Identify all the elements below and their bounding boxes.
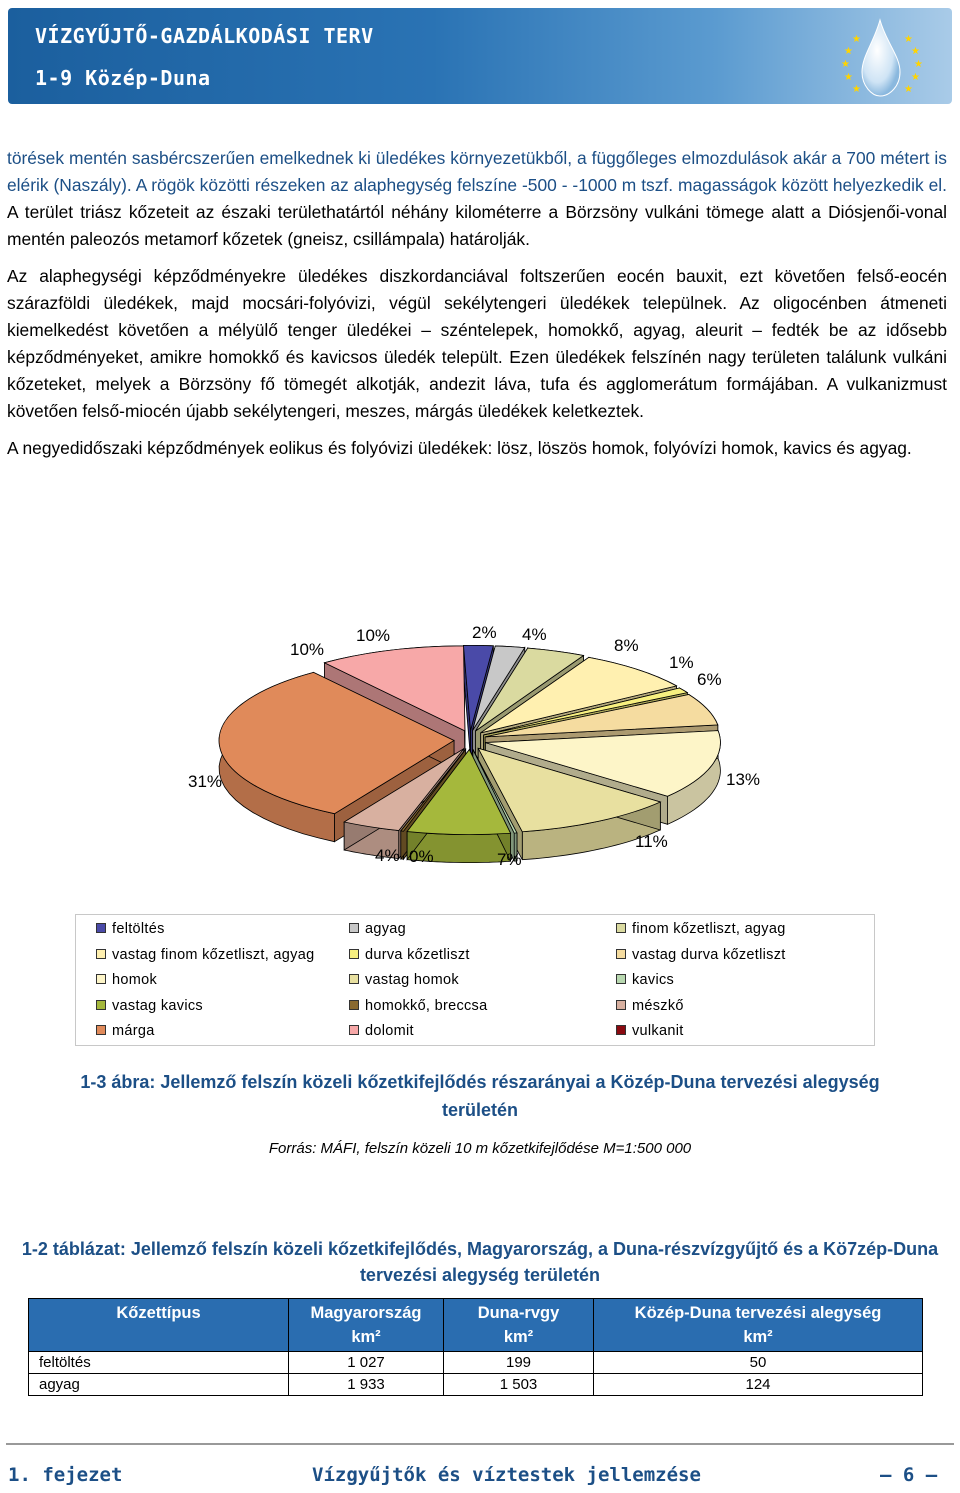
header-title: VÍZGYŰJTŐ-GAZDÁLKODÁSI TERV <box>35 24 374 48</box>
legend-swatch <box>349 949 359 959</box>
table-row <box>29 1352 923 1374</box>
body-text <box>7 145 947 472</box>
paragraph-1-seg-2: A terület triász kőzeteit az északi területhatártól néhány kilométerre a Börzsöny vulkáni tömege alatt a Diósjenői-vonal mentén paleozós metamorf kőzetek (gneisz, csillámpala) határolják. <box>7 202 947 249</box>
legend-label: vastag kavics <box>112 997 203 1014</box>
legend-item <box>96 970 157 990</box>
figure-caption-text: 1-3 ábra: Jellemző felszín közeli kőzetkifejlődés részarányai a Közép-Duna tervezési alegység területén <box>80 1072 880 1120</box>
legend-swatch <box>96 1000 106 1010</box>
pct-label-homok: 13% <box>726 770 761 789</box>
pct-label-kavics: 0% <box>409 847 434 866</box>
pct-label-vulkanit-adj: 10% <box>356 626 391 645</box>
svg-text:★: ★ <box>852 34 861 45</box>
pct-label-vastag-finom: 8% <box>614 636 639 655</box>
legend-item <box>349 996 487 1016</box>
legend-item <box>349 1021 414 1041</box>
paragraph-2-seg-1: Az alaphegységi képződményekre üledékes diszkordanciával foltszerűen eocén bauxit, ezt követően felső-eocén szárazföldi üledékek, majd mocsári-folyóvizi, végül sekélytengeri üledékek települnek. Az oligocénben átmeneti kiemelkedést követően a mélyülő tenger üledékei – széntelepek, homokkő, agyag, aleurit – fedték be az idősebb képződményeket, amikre homokkő és kavicsos üledék települt. Ezen üledékek felszínén nagy területen találunk vulkáni kőzeteket, melyek a Börzsöny fő tömegét alkotják, andezit láva, tufa és agglomerátum formájában. A vulkanizmust követően felső-miocén újabb sekélytengeri, meszes, márgás üledékek keletkeztek. <box>7 266 947 421</box>
legend-swatch <box>349 1000 359 1010</box>
legend-item <box>616 945 786 965</box>
table-cell: 1 933 <box>289 1374 444 1396</box>
legend-label: finom kőzetliszt, agyag <box>632 921 786 937</box>
legend-item <box>616 919 786 939</box>
header-subtitle: 1-9 Közép-Duna <box>35 66 211 90</box>
legend-label: durva kőzetliszt <box>365 946 470 963</box>
legend-label: agyag <box>365 921 407 937</box>
table-cell: 50 <box>594 1352 923 1374</box>
legend-swatch <box>349 974 359 984</box>
footer-divider <box>6 1443 954 1445</box>
legend-item <box>96 996 203 1016</box>
legend-label: vulkanit <box>632 1023 684 1039</box>
legend-item <box>96 919 165 939</box>
legend-label: márga <box>112 1023 155 1039</box>
legend-label: mészkő <box>632 997 684 1014</box>
legend-item <box>349 945 470 965</box>
legend-swatch <box>616 1025 626 1035</box>
figure-caption <box>0 1068 960 1124</box>
chart-legend <box>75 914 875 1046</box>
legend-item <box>616 996 684 1016</box>
legend-label: vastag finom kőzetliszt, agyag <box>112 946 315 963</box>
legend-item <box>349 970 459 990</box>
table-caption <box>0 1236 960 1288</box>
legend-label: homok <box>112 972 158 988</box>
water-drop-stars-logo <box>814 12 934 102</box>
pct-label-vastag-durva: 6% <box>697 670 722 689</box>
legend-swatch <box>349 1025 359 1035</box>
pct-label-meszko: 4% <box>375 846 400 865</box>
paragraph-3 <box>7 435 947 462</box>
table-caption-text: 1-2 táblázat: Jellemző felszín közeli kőzetkifejlődés, Magyarország, a Duna-részvízgyűjtő és a Kö7zép-Duna tervezési alegység területén <box>21 1239 939 1285</box>
legend-swatch <box>616 923 626 933</box>
pct-label-dolomit: 10% <box>290 640 325 659</box>
legend-swatch <box>616 1000 626 1010</box>
pct-label-marga: 31% <box>188 772 223 791</box>
pct-label-finom-kozetliszt: 4% <box>522 625 547 644</box>
pie-chart <box>0 600 960 900</box>
paragraph-3-seg-1: A negyedidőszaki képződmények eolikus és folyóvizi üledékek: lösz, löszös homok, folyóvízi homok, kavics és agyag. <box>7 438 912 458</box>
paragraph-1 <box>7 145 947 253</box>
svg-text:★: ★ <box>841 59 850 70</box>
col-header-duna-rvgy: Duna-rvgy km² <box>444 1299 594 1352</box>
col-header-kozettipus: Kőzettípus <box>29 1299 289 1352</box>
svg-text:★: ★ <box>844 46 853 57</box>
legend-label: homokkő, breccsa <box>365 997 488 1014</box>
legend-swatch <box>616 974 626 984</box>
figure-source: Forrás: MÁFI, felszín közeli 10 m kőzetkifejlődése M=1:500 000 <box>268 1140 692 1157</box>
legend-item <box>96 1021 155 1041</box>
table-cell: 1 503 <box>444 1374 594 1396</box>
paragraph-2 <box>7 263 947 425</box>
table-cell: 124 <box>594 1374 923 1396</box>
pct-label-vastag-homok: 11% <box>635 832 668 851</box>
svg-text:★: ★ <box>914 59 923 70</box>
legend-label: vastag homok <box>365 972 459 988</box>
legend-swatch <box>96 974 106 984</box>
legend-swatch <box>96 949 106 959</box>
table-cell: 199 <box>444 1352 594 1374</box>
svg-text:★: ★ <box>904 34 913 45</box>
legend-label: vastag durva kőzetliszt <box>632 946 786 963</box>
legend-item <box>616 1021 684 1041</box>
legend-swatch <box>96 1025 106 1035</box>
page-header <box>8 8 952 104</box>
svg-text:★: ★ <box>852 84 861 95</box>
table-cell: 1 027 <box>289 1352 444 1374</box>
paragraph-1-seg-1: törések mentén sasbércszerűen emelkednek ki üledékes környezetükből, a függőleges elmozdulások akár a 700 métert is elérik (Naszály). A rögök közötti részeken az alaphegység felszíne -500 - -1000 m tszf. magasságok között helyezkedik el. <box>7 148 947 195</box>
pct-label-agyag: 2% <box>472 623 497 642</box>
legend-item <box>349 919 406 939</box>
legend-item <box>616 970 674 990</box>
footer-chapter: 1. fejezet <box>8 1464 123 1486</box>
col-header-magyarorszag: Magyarország km² <box>289 1299 444 1352</box>
legend-swatch <box>616 949 626 959</box>
table-cell: agyag <box>29 1374 289 1396</box>
table-cell: feltöltés <box>29 1352 289 1374</box>
pct-label-vastag-kavics: 7% <box>497 850 522 869</box>
legend-swatch <box>349 923 359 933</box>
legend-label: dolomit <box>365 1023 414 1039</box>
svg-text:★: ★ <box>911 46 920 57</box>
legend-label: feltöltés <box>112 921 165 937</box>
svg-text:★: ★ <box>911 72 920 83</box>
table-row <box>29 1374 923 1396</box>
footer-page-number: – 6 – <box>880 1464 938 1486</box>
legend-swatch <box>96 923 106 933</box>
pie-chart-svg <box>0 600 960 900</box>
svg-text:★: ★ <box>904 84 913 95</box>
col-header-kozep-duna: Közép-Duna tervezési alegység km² <box>594 1299 923 1352</box>
table-header-row <box>29 1299 923 1352</box>
legend-item <box>96 945 314 965</box>
rock-type-table <box>28 1298 923 1396</box>
legend-label: kavics <box>632 972 675 988</box>
pct-label-durva: 1% <box>669 653 694 672</box>
footer-title: Vízgyűjtők és víztestek jellemzése <box>312 1464 701 1486</box>
svg-text:★: ★ <box>844 72 853 83</box>
